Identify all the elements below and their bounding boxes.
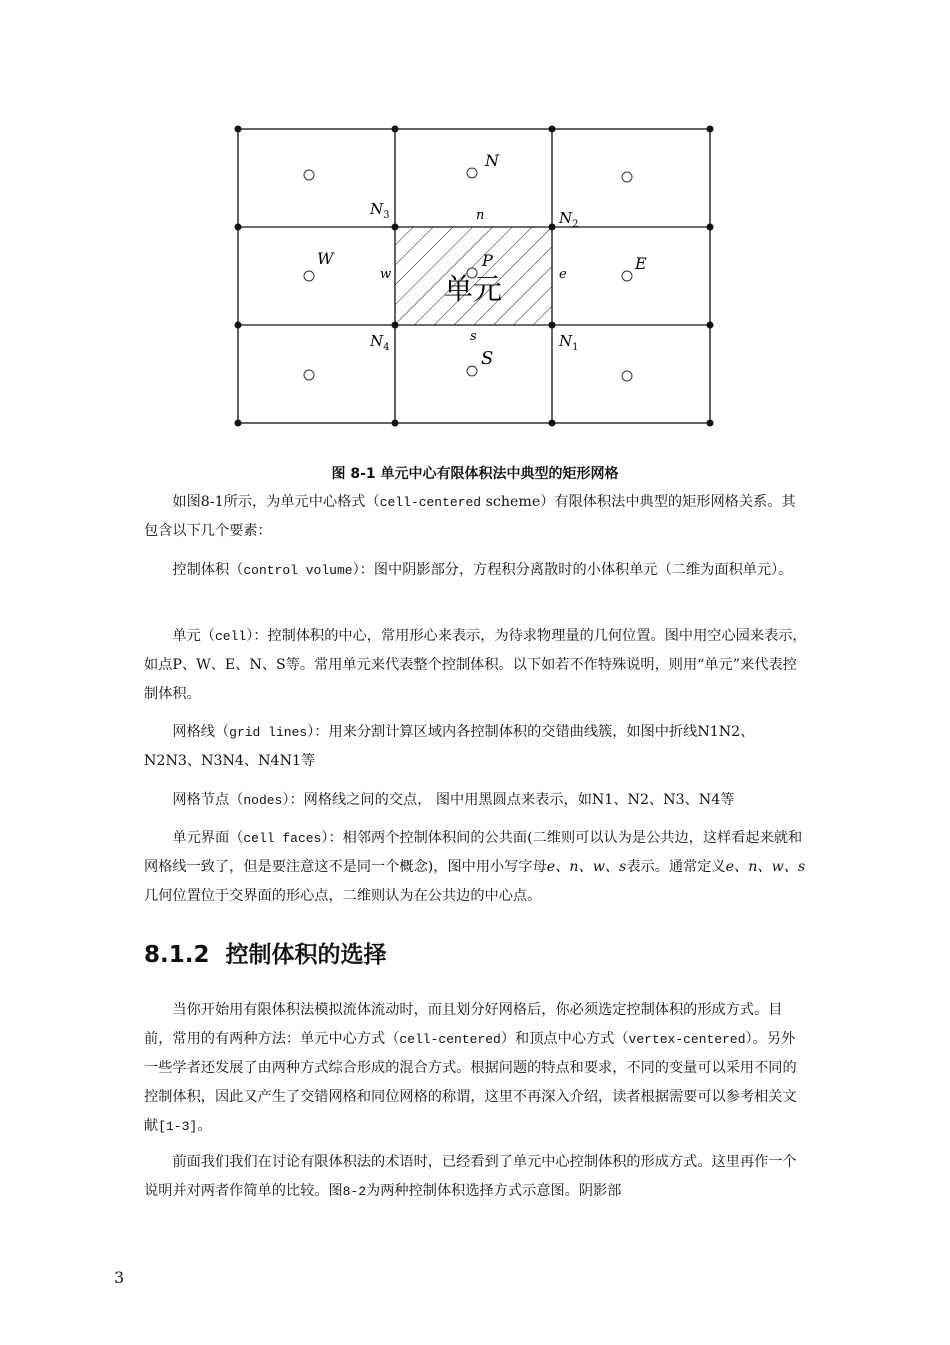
label-S: S [481,348,494,369]
label-N3: $N_3$ [370,200,390,221]
label-N: N [485,151,499,170]
label-s: s [470,329,477,344]
figure-caption: 图 8-1 单元中心有限体积法中典型的矩形网格 [331,466,619,482]
label-E: E [635,254,647,273]
label-e: e [559,267,567,282]
paragraph-cell-faces: 单元界面（cell faces）：相邻两个控制体积间的公共面(二维则可以认为是公共边，这样看起来就和网格线一致了，但是要注意这不是同一个概念)，图中用小写字母e、n、w、s表示。通常定义e、n、w、s几何位置位于交界面的形心点，二维则认为在公共边的中心点。 [144,830,806,904]
label-w: w [380,267,392,282]
paragraph-intro: 如图8-1所示，为单元中心格式（cell-centered scheme）有限体积法中典型的矩形网格关系。其包含以下几个要素： [144,494,796,539]
label-N2: $N_2$ [559,209,579,230]
label-cell: 单元 [444,272,503,306]
label-W: W [317,249,334,268]
label-N1: $N_1$ [559,332,579,353]
paragraph-comparison: 前面我们我们在讨论有限体积法的术语时，已经看到了单元中心控制体积的形成方式。这里再作一个说明并对两者作简单的比较。图8-2为两种控制体积选择方式示意图。阴影部 [144,1154,797,1199]
paragraph-nodes: 网格节点（nodes）：网格线之间的交点， 图中用黑圆点来表示，如N1、N2、N3、N4等 [172,792,735,808]
paragraph-selection: 当你开始用有限体积法模拟流体流动时，而且划分好网格后，你必须选定控制体积的形成方式。目前，常用的有两种方法：单元中心方式（cell-centered）和顶点中心方式（vertex-centered）。另外一些学者还发展了由两种方式综合形成的混合方式。根据问题的特点和要求，不同的变量可以采用不同的控制体积，因此又产生了交错网格和同位网格的称谓，这里不再深入介绍，读者根据需要可以参考相关文献[1-3]。 [144,1002,797,1134]
paragraph-grid-lines: 网格线（grid lines）：用来分割计算区域内各控制体积的交错曲线簇，如图中折线N1N2、N2N3、N3N4、N4N1等 [144,724,755,769]
page-number: 3 [114,1268,125,1287]
section-heading: 8.1.2 控制体积的选择 [144,942,387,968]
label-N4: $N_4$ [370,332,390,353]
label-P: P [482,251,493,270]
label-n: n [476,208,485,223]
paragraph-cell: 单元（cell）：控制体积的中心，常用形心来表示，为待求物理量的几何位置。图中用空心园来表示，如点P、W、E、N、S等。常用单元来代表整个控制体积。以下如若不作特殊说明，则用“单元”来代表控制体积。 [144,628,807,702]
rectangular-grid-figure [225,118,725,438]
paragraph-control-volume: 控制体积（control volume）：图中阴影部分，方程积分离散时的小体积单元（二维为面积单元）。 [172,562,793,578]
